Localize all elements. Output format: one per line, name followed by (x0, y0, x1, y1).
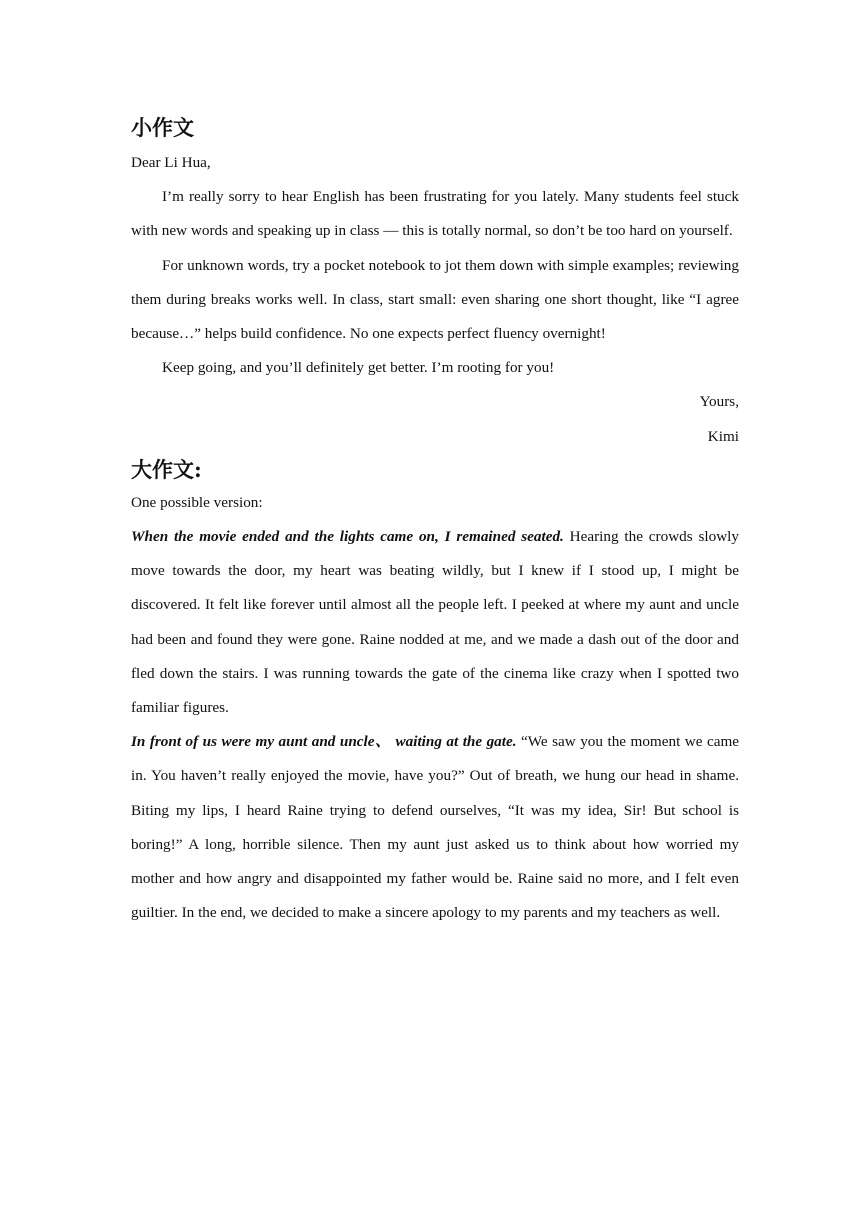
letter-greeting: Dear Li Hua, (131, 154, 211, 171)
essay-paragraph-2-lead: In front of us were my aunt and uncle、 waiting at the gate. (131, 733, 517, 751)
essay-paragraph-1-lead: When the movie ended and the lights came on, I remained seated. (131, 528, 564, 546)
letter-signature: Kimi (707, 427, 739, 445)
document-page (131, 112, 739, 930)
essay-paragraph-2-body: “We saw you the moment we came in. You haven’t really enjoyed the movie, have you?” Out of breath, we hung our head in shame. Biting my lips, I heard Raine trying to defend ourselves, “It was my idea, Sir! But school is boring!” A long, horrible silence. Then my aunt just asked us to think about how worried my mother and how angry and disappointed my father would be. Raine said no more, and I felt even guiltier. In the end, we decided to make a sincere apology to my parents and my teachers as well. (131, 733, 739, 922)
letter-paragraph-1: I’m really sorry to hear English has been frustrating for you lately. Many students feel stuck with new words and speaking up in class — this is totally normal, so don’t be too hard on yourself. (131, 188, 739, 240)
essay-paragraph-1 (131, 520, 739, 725)
letter-paragraph-3: Keep going, and you’ll definitely get better. I’m rooting for you! (162, 359, 555, 377)
letter-closing: Yours, (699, 393, 739, 411)
essay-paragraph-2 (131, 725, 739, 930)
small-essay-heading: 小作文 (131, 115, 194, 140)
letter-paragraph-2: For unknown words, try a pocket notebook to jot them down with simple examples; reviewing them during breaks works well. In class, start small: even sharing one short thought, like “I agree because…” helps build confidence. No one expects perfect fluency overnight! (131, 256, 739, 343)
big-essay-heading: 大作文: (131, 456, 202, 482)
essay-intro: One possible version: (131, 493, 263, 511)
essay-paragraph-1-body: Hearing the crowds slowly move towards the door, my heart was beating wildly, but I knew if I stood up, I might be discovered. It felt like forever until almost all the people left. I peeked at where my aunt and uncle had been and found they were gone. Raine nodded at me, and we made a dash out of the door and fled down the stairs. I was running towards the gate of the cinema like crazy when I spotted two familiar figures. (131, 528, 739, 717)
